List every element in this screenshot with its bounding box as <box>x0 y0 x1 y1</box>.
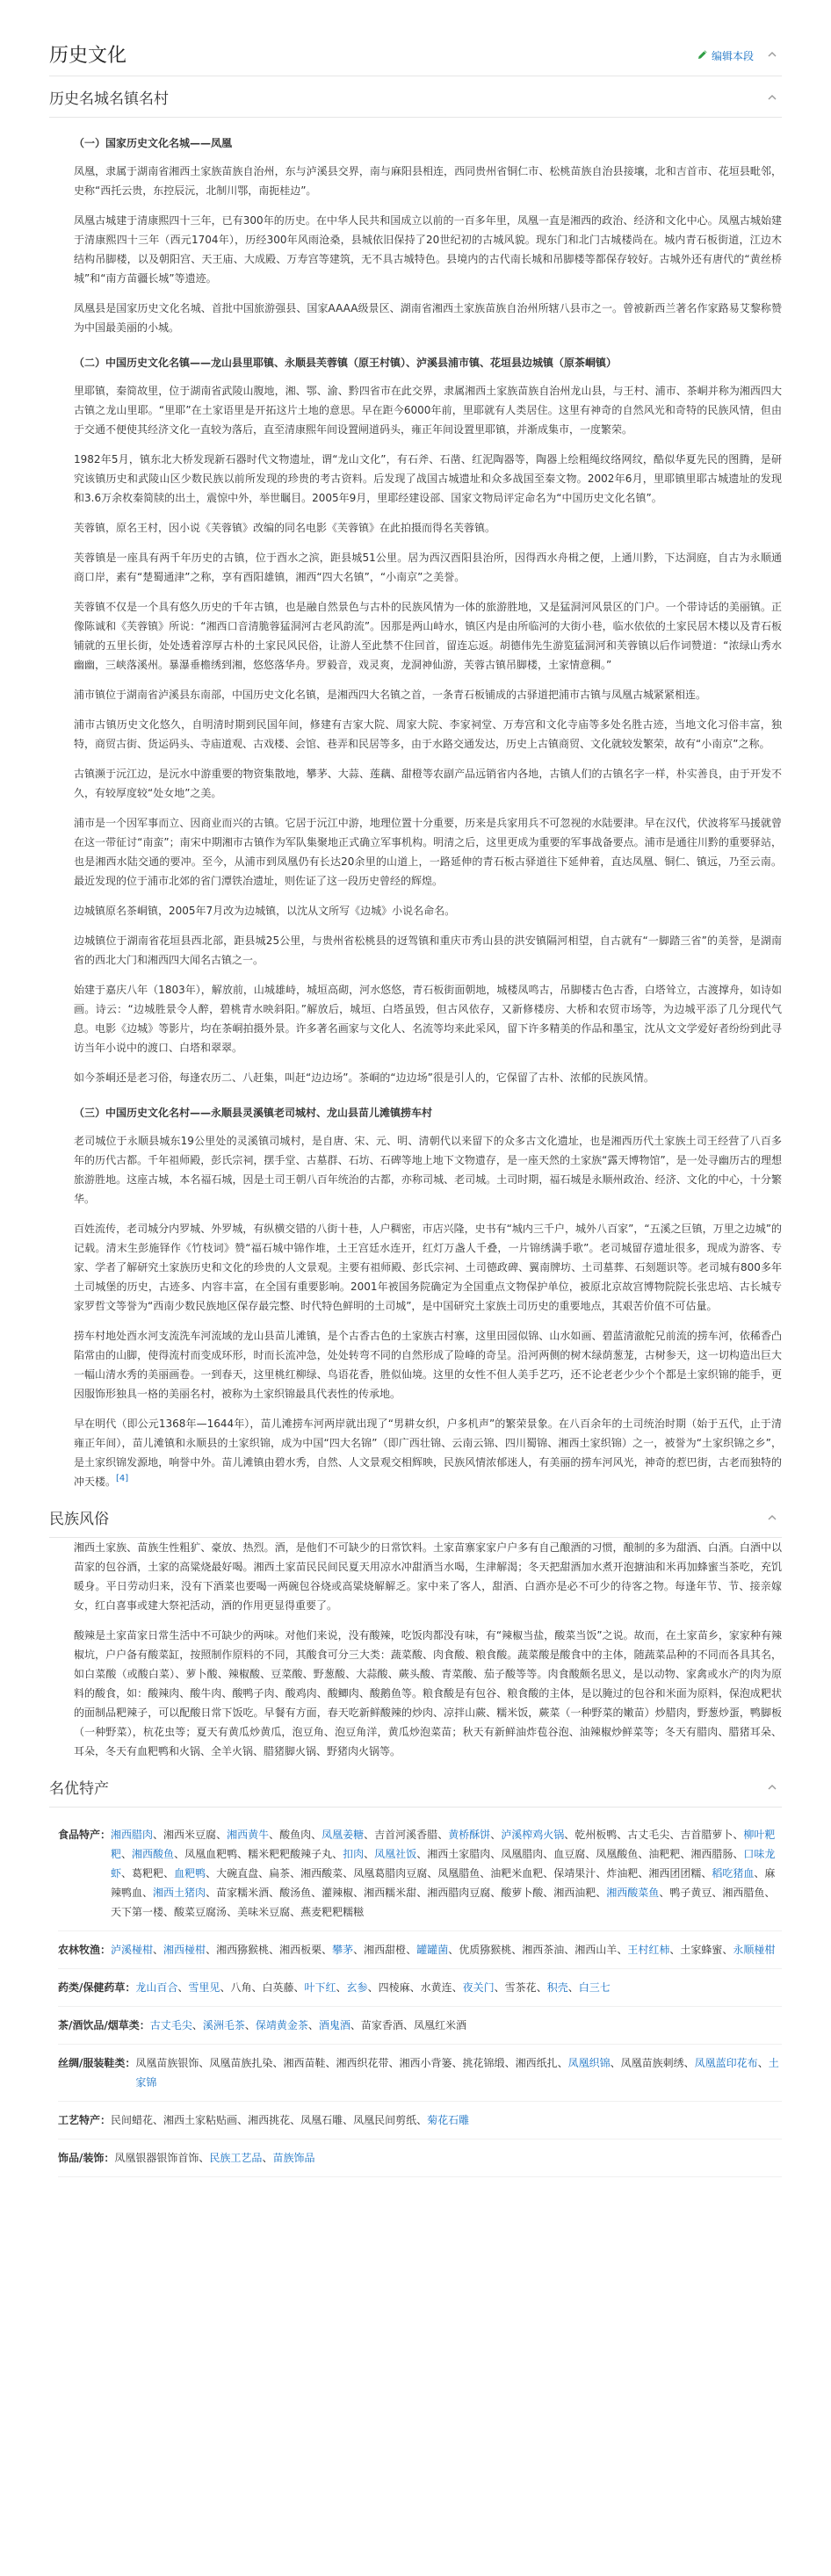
specialty-item: 优质猕猴桃 <box>459 1944 512 1956</box>
item-separator: 、 <box>206 1887 217 1899</box>
specialty-item: 八角 <box>230 1981 252 1994</box>
item-separator: 、 <box>177 1981 189 1994</box>
specialty-item: 湘西苗鞋 <box>283 2057 326 2069</box>
specialty-item: 雪茶花 <box>504 1981 537 1994</box>
specialty-link[interactable]: 凤凰蓝印花布 <box>694 2057 758 2069</box>
chevron-up-icon <box>767 1510 777 1529</box>
specialty-item: 凤凰红米酒 <box>413 2019 466 2031</box>
paragraph <box>74 715 782 754</box>
specialty-item: 湘西腊肠 <box>690 1848 733 1860</box>
section-header <box>49 82 782 118</box>
specialty-link[interactable]: 叶下红 <box>304 1981 336 1994</box>
specialty-item: 酸鱼肉 <box>279 1829 312 1841</box>
item-separator: 、 <box>543 1887 554 1899</box>
specialty-link[interactable]: 罐罐菌 <box>416 1944 449 1956</box>
specialty-item: 凤凰腊肉 <box>501 1848 544 1860</box>
specialty-item: 民间蜡花 <box>111 2114 154 2126</box>
item-separator: 、 <box>764 1887 776 1899</box>
item-separator: 、 <box>638 1848 649 1860</box>
specialty-item: 血豆腐 <box>553 1848 586 1860</box>
paragraph <box>74 518 782 538</box>
subsection-heading: （三）中国历史文化名村——永顺县灵溪镇老司城村、龙山县苗儿滩镇捞车村 <box>74 1107 433 1119</box>
chevron-up-icon <box>767 1779 777 1799</box>
specialty-item: 湘西糯米甜 <box>364 1887 417 1899</box>
section-title: 民族风俗 <box>49 1511 109 1528</box>
paragraph-text: 始建于嘉庆八年（1803年），解放前，山城雄峙，城垣高砌，河水悠悠，青石板街面朝地，城楼凤鸣古，吊脚楼古色古香，白塔耸立，古渡撑舟，如诗如画。诗云：“边城胜景令人醉，碧桃青水映斜阳。”解放后，城垣、白塔虽毁，但古风依存，又新修楼房、大桥和农贸市场等，为边城平添了几分现代气息。电影《边城》等影片，均在茶峒拍摄外景。许多著名画家与文化人、名流等均来此采风，留下许多精美的作品和墨宝，沈从文文学爱好者纷纷到此寻访当年小说中的渡口、白塔和翠翠。 <box>74 984 782 1054</box>
item-separator: 、 <box>406 1944 417 1956</box>
specialty-link[interactable]: 凤凰姜糖 <box>322 1829 365 1841</box>
collapse-toggle[interactable] <box>762 47 782 66</box>
item-separator: 、 <box>251 1981 263 1994</box>
item-separator: 、 <box>712 1887 723 1899</box>
section-body <box>49 1538 782 1761</box>
specialty-item: 吉首腊萝卜 <box>680 1829 733 1841</box>
specialty-item: 凤凰民间剪纸 <box>353 2114 417 2126</box>
chevron-up-icon <box>767 47 777 66</box>
paragraph-text: 芙蓉镇不仅是一个具有悠久历史的千年古镇，也是融自然景色与古朴的民族风情为一体的旅游胜地，又是猛洞河风景区的门户。一个带诗话的美丽镇。正像陈诚和《芙蓉镇》所说：“湘西口音清脆蓉猛洞河古老风韵流”。因那是两山峙水，镇区内是由所临河的大街小巷，临水依依的土家民居木楼以及青石板铺就的五里长街，处处透着淳厚古朴的土家民风民俗，让游人至此禁不住回首，留连忘返。胡德伟先生游览猛洞河和芙蓉镇以后作词赞道：“浓绿山秀水幽幽，三峡落溪州。暴瀑垂檐绣到湘，悠悠落华舟。罗毅音，戏灵爽，龙洞神仙游，芙蓉古镇吊脚楼，土家情意稠。” <box>74 601 782 671</box>
paragraph <box>74 1414 782 1491</box>
specialty-link[interactable]: 王村红柿 <box>627 1944 670 1956</box>
specialty-link[interactable]: 玄参 <box>346 1981 368 1994</box>
item-separator: 、 <box>121 1848 133 1860</box>
specialty-item: 凤凰石雕 <box>300 2114 343 2126</box>
specialty-item: 湘西茶油 <box>522 1944 565 1956</box>
specialty-category-label: 饰品/装饰： <box>58 2152 115 2164</box>
item-separator: 、 <box>220 1981 231 1994</box>
item-separator: 、 <box>596 1887 607 1899</box>
specialty-link[interactable]: 湘西腊肉 <box>111 1829 154 1841</box>
specialty-item: 凤凰葛腊肉豆腐 <box>353 1867 428 1880</box>
paragraph <box>74 1538 782 1615</box>
item-separator: 、 <box>350 2019 361 2031</box>
item-separator: 、 <box>290 1867 301 1880</box>
specialty-items <box>111 2111 782 2130</box>
paragraph <box>74 1626 782 1761</box>
item-separator: 、 <box>258 1867 270 1880</box>
item-separator: 、 <box>336 1981 347 1994</box>
item-separator: 、 <box>227 1906 238 1918</box>
section-title: 历史名城名镇名村 <box>49 90 169 108</box>
item-separator: 、 <box>409 1981 421 1994</box>
specialty-item: 湘西猕猴桃 <box>216 1944 270 1956</box>
paragraph-text: 老司城位于永顺县城东19公里处的灵溪镇司城村，是自唐、宋、元、明、清朝代以来留下的众多古文化遗址，也是湘西历代土家族土司王经营了八百多年的历代古都。千年祖师殿，彭氏宗祠，摆手堂、古墓群、石坊、石碑等地上地下文物遗存，是一座天然的土家族“露天博物馆”，是一处寻幽历古的理想旅游胜地。这座古城，本名福石城，因是土司王朝八百年统治的古都，亦称司城、老司城。土司时期，福石城是永顺州政治、经济、文化的中心，十分繁华。 <box>74 1135 782 1205</box>
item-separator: 、 <box>353 1887 365 1899</box>
item-separator: 、 <box>199 2152 210 2164</box>
item-separator: 、 <box>293 1981 305 1994</box>
paragraph-text: 酸辣是土家苗家日常生活中不可缺少的两味。对他们来说，没有酸辣，吃饭肉都没有味，有“辣椒当盐，酸菜当饭”之说。故而，在土家苗乡，家家种有辣椒坑，户户备有酸菜缸，按照制作原料的不同，其酸食可分三大类：蔬菜酸、肉食酸、粮食酸。蔬菜酸是酸食中的主体，随蔬菜品种的不同而各具其名，如白菜酸（或酸白菜）、萝卜酸、辣椒酸、豆菜酸、野葱酸、大蒜酸、蕨头酸、青菜酸、茄子酸等等。肉食酸颇名思义，是以动物、家禽或水产的肉为原料的酸食，如：酸辣肉、酸牛肉、酸鸭子肉、酸鸡肉、酸鲫肉、酸鹅鱼等。粮食酸是有包谷、粮食酸的主体，是以腌过的包谷和米面为原料，保泡成粑状的面制品粑辣子，可以配酸日常下饭吃。早餐有方面，春天吃新鲜酸辣的炒肉、凉拌山蕨、糯米饭，蕨菜（一种野菜的嫩苗）炒腊肉，野葱炒蛋，鸭脚板（一种野菜），杭花虫等；夏天有黄瓜炒黄瓜，泡豆角、泡豆角洋，黄瓜炒泡菜苗；秋天有新鲜油炸苞谷泡、油辣椒炒鲜菜等；冬天有腊肉、腊猪耳朵、耳朵，冬天有血粑鸭和火锅、全羊火锅、腊猪脚火锅、野猪肉火锅等。 <box>74 1629 782 1757</box>
item-separator: 、 <box>269 1887 280 1899</box>
item-separator: 、 <box>206 1944 217 1956</box>
specialty-link[interactable]: 酒鬼酒 <box>318 2019 350 2031</box>
specialty-item: 湘西米豆腐 <box>163 1829 217 1841</box>
specialty-items <box>114 2148 782 2168</box>
item-separator: 、 <box>343 1867 354 1880</box>
specialty-row <box>58 1816 782 1931</box>
specialty-item: 保靖果汁 <box>553 1867 596 1880</box>
specialty-item: 苗家香酒 <box>360 2019 403 2031</box>
edit-section-button[interactable] <box>697 47 754 66</box>
item-separator: 、 <box>191 2019 203 2031</box>
specialty-link[interactable]: 溪洲毛茶 <box>202 2019 245 2031</box>
item-separator: 、 <box>722 1944 733 1956</box>
item-separator: 、 <box>290 1906 301 1918</box>
specialty-category-label: 药类/保健药草： <box>58 1981 136 1994</box>
specialty-category-label: 丝绸/服装鞋类： <box>58 2057 136 2069</box>
specialty-item: 古丈毛尖 <box>627 1829 670 1841</box>
specialty-link[interactable]: 凤凰社饭 <box>374 1848 417 1860</box>
item-separator: 、 <box>325 2057 336 2069</box>
item-separator: 、 <box>757 2057 769 2069</box>
section-collapse-toggle[interactable] <box>762 1779 782 1799</box>
item-separator: 、 <box>585 1848 596 1860</box>
specialty-item: 湘西织花带 <box>336 2057 389 2069</box>
paragraph-text: 芙蓉镇，原名王村，因小说《芙蓉镇》改编的同名电影《芙蓉镇》在此拍摄而得名芙蓉镇。 <box>74 522 496 534</box>
paragraph <box>74 685 782 704</box>
item-separator: 、 <box>617 1829 628 1841</box>
item-separator: 、 <box>237 1848 249 1860</box>
item-separator: 、 <box>536 1981 547 1994</box>
paragraph-text: 古镇濒于沅江边，是沅水中游重要的物资集散地，攀茅、大蒜、莲藕、甜橙等农副产品远销省内各地，古镇人们的古镇名字一样，朴实善良，由于开发不久，有较厚度较“处女地”之美。 <box>74 768 782 799</box>
specialty-link[interactable]: 湘西酸鱼 <box>132 1848 175 1860</box>
specialty-link[interactable]: 黄桥酥饼 <box>448 1829 491 1841</box>
item-separator: 、 <box>269 1944 280 1956</box>
item-separator: 、 <box>480 1867 491 1880</box>
paragraph-text: 浦市镇位于湖南省泸溪县东南部，中国历史文化名镇，是湘西四大名镇之首，一条青石板铺成的古驿道把浦市古镇与凤凰古城紧紧相连。 <box>74 689 707 701</box>
specialty-item: 凤凰苗族扎染 <box>209 2057 273 2069</box>
paragraph-text: 1982年5月，镇东北大桥发现新石器时代文物遗址，谓“龙山文化”，有石斧、石凿、红泥陶器等，陶器上绘粗绳纹络网纹，酷似华夏先民的图腾，是研究该镇历史和武陵山区少数民族以前所发现的珍贵的考古资料。后发现了战国古城遗址和众多战国至秦文物。2002年6月，里耶镇里耶古城遗址的发现和3.6万余枚秦简牍的出土，震惊中外，举世瞩目。2005年9月，里耶经建设部、国家文物局评定命名为“中国历史文化名镇”。 <box>74 453 782 504</box>
section-collapse-toggle[interactable] <box>762 1510 782 1529</box>
item-separator: 、 <box>659 1887 670 1899</box>
specialty-link[interactable]: 保靖黄金茶 <box>255 2019 308 2031</box>
item-separator: 、 <box>610 2057 621 2069</box>
specialty-item: 凤凰酸鱼 <box>596 1848 639 1860</box>
specialty-link[interactable]: 血粑鸭 <box>174 1867 206 1880</box>
specialty-item: 四棱麻 <box>378 1981 410 1994</box>
item-separator: 、 <box>199 2057 210 2069</box>
specialty-item: 凤凰苗族刺绣 <box>620 2057 684 2069</box>
item-separator: 、 <box>364 1829 375 1841</box>
specialty-link[interactable]: 土家锦 <box>135 2057 779 2089</box>
section-collapse-toggle[interactable] <box>762 90 782 109</box>
item-separator: 、 <box>416 2114 428 2126</box>
specialty-items <box>150 2016 782 2035</box>
specialty-item: 湘西山羊 <box>574 1944 618 1956</box>
specialty-item: 油粑米血粑 <box>490 1867 544 1880</box>
specialty-link[interactable]: 攀茅 <box>332 1944 354 1956</box>
specialty-items <box>135 1978 782 1997</box>
specialty-item: 白英藤 <box>262 1981 294 1994</box>
item-separator: 、 <box>564 1944 575 1956</box>
item-separator: 、 <box>364 1848 375 1860</box>
item-separator: 、 <box>153 1944 164 1956</box>
item-separator: 、 <box>142 1887 154 1899</box>
item-separator: 、 <box>216 1829 228 1841</box>
specialty-item: 水黄连 <box>420 1981 452 1994</box>
specialty-items <box>135 2053 782 2092</box>
item-separator: 、 <box>448 1944 459 1956</box>
paragraph <box>74 1131 782 1209</box>
subsection-heading: （二）中国历史文化名镇——龙山县里耶镇、永顺县芙蓉镇（原王村镇）、泸溪县浦市镇、花垣县边城镇（原茶峒镇） <box>74 357 618 369</box>
item-separator: 、 <box>504 2057 516 2069</box>
specialty-link[interactable]: 柳叶粑粑 <box>111 1829 776 1860</box>
specialty-item: 湘西小背篓 <box>399 2057 452 2069</box>
specialty-row <box>58 2139 782 2177</box>
item-separator: 、 <box>237 2114 249 2126</box>
paragraph <box>74 1326 782 1403</box>
specialty-item: 湘西甜橙 <box>364 1944 407 1956</box>
specialty-link[interactable]: 口味龙虾 <box>111 1848 776 1880</box>
item-separator: 、 <box>617 1944 628 1956</box>
item-separator: 、 <box>163 1867 175 1880</box>
item-separator: 、 <box>269 1829 280 1841</box>
specialty-item: 炸油粑 <box>606 1867 639 1880</box>
item-separator: 、 <box>307 2019 319 2031</box>
specialty-item: 湘西土家腊肉 <box>427 1848 491 1860</box>
specialty-link[interactable]: 苗族饰品 <box>272 2152 315 2164</box>
specialty-item: 凤凰腊鱼 <box>437 1867 481 1880</box>
item-separator: 、 <box>564 1829 575 1841</box>
paragraph <box>74 450 782 508</box>
item-separator: 、 <box>733 1848 744 1860</box>
specialty-item: 酸菜豆腐汤 <box>174 1906 228 1918</box>
specialty-link[interactable]: 泸溪椪柑 <box>111 1944 154 1956</box>
specialty-row <box>58 2045 782 2102</box>
item-separator: 、 <box>754 1867 765 1880</box>
specialty-link[interactable]: 扣肉 <box>343 1848 365 1860</box>
item-separator: 、 <box>511 1944 523 1956</box>
section-header <box>49 1502 782 1538</box>
specialty-link[interactable]: 龙山百合 <box>135 1981 178 1994</box>
paragraph-text: 里耶镇，秦简故里，位于湖南省武陵山腹地，湘、鄂、渝、黔四省市在此交界，隶属湘西土家族苗族自治州龙山县，与王村、浦市、茶峒并称为湘西四大古镇之龙山里耶。“里耶”在土家语里是开拓这片土地的意思。早在距今6000年前，里耶就有人类居住。这里有神奇的自然风光和奇特的民族风情，但由于交通不便使其经济文化一直较为落后，直至清康熙年间设置闸道码头，雍正年间设置里耶镇，并渐成集市，一度繁荣。 <box>74 385 782 436</box>
paragraph <box>74 162 782 200</box>
specialty-link[interactable]: 永顺椪柑 <box>733 1944 776 1956</box>
specialty-link[interactable]: 泸溪榨鸡火锅 <box>501 1829 565 1841</box>
pencil-icon <box>697 47 708 66</box>
specialty-link[interactable]: 湘西土猪肉 <box>153 1887 206 1899</box>
specialty-item: 湘西挑花 <box>248 2114 291 2126</box>
paragraph <box>74 980 782 1057</box>
specialty-row <box>58 2102 782 2139</box>
paragraph <box>74 764 782 803</box>
specialty-row <box>58 2007 782 2045</box>
paragraph-text: 边城镇位于湖南省花垣县西北部，距县城25公里，与贵州省松桃县的迓驾镇和重庆市秀山县的洪安镇隔河相望，自古就有“一脚踏三省”的美誉，是湖南省的西北大门和湘西四大闻名古镇之一。 <box>74 934 782 966</box>
specialty-item: 凤凰银器银饰首饰 <box>114 2152 199 2164</box>
item-separator: 、 <box>543 1848 554 1860</box>
page-header <box>49 42 782 76</box>
paragraph-text: 凤凰古城建于清康熙四十三年，已有300年的历史。在中华人民共和国成立以前的一百多年里，凤凰一直是湘西的政治、经济和文化中心。凤凰古城始建于清康熙四十三年（西元1704年），历经300年风雨沧桑，县城依旧保持了20世纪初的古城风貌。现东门和北门古城楼尚在。城内青石板街道，江边木结构吊脚楼，以及朝阳宫、天王庙、大成殿、万寿宫等建筑，无不具古城特色。县境内的古代南长城和吊脚楼等都保存较好。古城外还有唐代的“黄丝桥城”和“南方苗疆长城”等遗迹。 <box>74 214 782 285</box>
specialty-link[interactable]: 夜关门 <box>462 1981 495 1994</box>
specialty-link[interactable]: 白三七 <box>578 1981 611 1994</box>
paragraph-text: 浦市是一个因军事而立、因商业而兴的古镇。它居于沅江中游，地理位置十分重要，历来是兵家用兵不可忽视的水陆要津。早在汉代，伏波将军马援就曾在这一带征讨“南蛮”；南宋中期湘市古镇作为军队集聚地正式确立军事机构。明清之后，这里更成为重要的军事战备要点。浦市是通往川黔的重要驿站，也是湘西水陆交通的要冲。至今，从浦市到凤凰仍有长达20余里的山道上，一路延伸的青石板古驿道往下延伸着，直达凤凰、铜仁、镇远，乃至云南。最近发现的位于浦市北郊的省门潭铁冶遗址，则佐证了这一段历史曾经的辉煌。 <box>74 817 782 887</box>
specialty-link[interactable]: 凤凰织锦 <box>567 2057 611 2069</box>
item-separator: 、 <box>733 1829 744 1841</box>
specialty-link[interactable]: 湘西黄牛 <box>227 1829 270 1841</box>
item-separator: 、 <box>153 2114 164 2126</box>
specialty-link[interactable]: 积壳 <box>546 1981 568 1994</box>
paragraph <box>74 931 782 970</box>
item-separator: 、 <box>427 1867 438 1880</box>
item-separator: 、 <box>388 2057 400 2069</box>
specialty-category-label: 农林牧渔： <box>58 1944 112 1956</box>
specialty-category-label: 食品特产： <box>58 1829 112 1841</box>
specialty-category-label: 茶/酒饮品/烟草类： <box>58 2019 150 2031</box>
paragraph-text: 凤凰，隶属于湖南省湘西土家族苗族自治州，东与泸溪县交界，南与麻阳县相连，西同贵州省铜仁市、松桃苗族自治县接壤，北和吉首市、花垣县毗邻，史称“西托云贵，东控辰沅，北制川鄂，南扼桂边”。 <box>74 165 782 197</box>
item-separator: 、 <box>163 1906 175 1918</box>
chevron-up-icon <box>767 90 777 109</box>
section-header <box>49 1771 782 1808</box>
specialty-item: 湘西板栗 <box>279 1944 322 1956</box>
specialty-item: 湘西腊鱼 <box>722 1887 765 1899</box>
specialty-item: 天下第一楼 <box>111 1906 164 1918</box>
specialty-link[interactable]: 雪里见 <box>188 1981 220 1994</box>
specialty-link[interactable]: 稻吃猪血 <box>712 1867 755 1880</box>
section-title: 名优特产 <box>49 1780 109 1798</box>
item-separator: 、 <box>683 2057 695 2069</box>
item-separator: 、 <box>494 1981 505 1994</box>
specialty-item: 灌辣椒 <box>322 1887 354 1899</box>
item-separator: 、 <box>121 1867 133 1880</box>
specialty-items <box>111 1940 782 1959</box>
specialty-item: 乾州板鸭 <box>574 1829 618 1841</box>
specialty-item: 油粑粑 <box>648 1848 681 1860</box>
specialty-item: 湘西腊肉豆腐 <box>427 1887 491 1899</box>
item-separator: 、 <box>416 1887 428 1899</box>
item-separator: 、 <box>174 1848 185 1860</box>
specialty-item: 大碗直盘 <box>216 1867 259 1880</box>
item-separator: 、 <box>244 2019 256 2031</box>
specialty-item: 麻辣鸭血 <box>111 1867 776 1899</box>
specialty-item: 鸭子黄豆 <box>669 1887 712 1899</box>
item-separator: 、 <box>272 2057 284 2069</box>
specialty-items <box>111 1825 782 1922</box>
item-separator: 、 <box>680 1848 691 1860</box>
paragraph-text: 如今茶峒还是老习俗，每逢农历二、八赶集，叫赶“边边场”。茶峒的“边边场”很是引人的，它保留了古朴、浓郁的民族风情。 <box>74 1072 654 1084</box>
specialty-row <box>58 1969 782 2007</box>
item-separator: 、 <box>153 1829 164 1841</box>
specialty-item: 葛粑粑 <box>132 1867 164 1880</box>
paragraph <box>74 813 782 891</box>
paragraph <box>74 299 782 337</box>
specialty-item: 糯米粑粑酸辣子丸 <box>248 1848 333 1860</box>
specialty-item: 吉首河溪香腊 <box>374 1829 438 1841</box>
specialty-list <box>49 1816 782 2177</box>
item-separator: 、 <box>669 1944 681 1956</box>
item-separator: 、 <box>701 1867 712 1880</box>
item-separator: 、 <box>290 2114 301 2126</box>
item-separator: 、 <box>490 1887 502 1899</box>
paragraph <box>74 901 782 920</box>
paragraph-text: 湘西土家族、苗族生性粗犷、豪放、热烈。酒，是他们不可缺少的日常饮料。土家苗寨家家户户多有自己酿酒的习惯，酿制的多为甜酒、白酒。白酒中以苗家的包谷酒，土家的高粱烧最好喝。湘西土家苗民民间民夏天用凉水冲甜酒当水喝，生津解渴；冬天把甜酒加水煮开泡搪油和米再加蜂蜜当茶吃，充饥暖身。平日劳动归来，没有下酒菜也要喝一两碗包谷烧或高粱烧解解乏。家中来了客人，甜酒、白酒亦是必不可少的待客之物。每逢年节、节、接亲嫁女，红白喜事或建大祭祀活动，酒的作用更显得重要了。 <box>74 1541 782 1612</box>
specialty-item: 苗家糯米酒 <box>216 1887 270 1899</box>
subsection-heading: （一）国家历史文化名城——凤凰 <box>74 137 233 149</box>
section-body <box>49 133 782 1491</box>
edit-section-label: 编辑本段 <box>711 50 754 62</box>
item-separator: 、 <box>262 2152 273 2164</box>
paragraph-text: 浦市古镇历史文化悠久，自明清时期到民国年间，修建有吉家大院、周家大院、李家祠堂、万寿宫和文化寺庙等多处名胜古迹，当地文化习俗丰富，独特，商贸古街、货运码头、寺庙道观、古戏楼、会馆、巷弄和民居等多，由于水路交通发达，历史上古镇商贸、文化就较发繁荣，故有“小南京”之称。 <box>74 718 782 750</box>
specialty-item: 凤凰苗族银饰 <box>135 2057 199 2069</box>
paragraph <box>74 1068 782 1087</box>
paragraph <box>74 548 782 587</box>
item-separator: 、 <box>490 1848 502 1860</box>
specialty-link[interactable]: 湘西酸菜鱼 <box>606 1887 660 1899</box>
paragraph <box>74 381 782 439</box>
citation-link[interactable]: [4] <box>116 1474 129 1483</box>
specialty-item: 土家蜂蜜 <box>680 1944 723 1956</box>
paragraph-text: 早在明代（即公元1368年—1644年），苗儿滩捞车河两岸就出现了“男耕女织，户多机声”的繁荣景象。在八百余年的土司统治时期（始于五代，止于清雍正年间），苗儿滩镇和永顺县的土家织锦，成为中国“四大名锦”（即广西壮锦、云南云锦、四川蜀锦、湘西土家织锦）之一，被誉为“土家织锦之乡”，是土家织锦发源地，响誉中外。苗儿滩镇由碧水秀，自然、人文景观交相辉映，民族风情浓郁迷人，有美丽的捞车河风光，神奇的惹巴街，古老而独特的冲天楼。 <box>74 1418 782 1488</box>
specialty-item: 挑花锦缎 <box>462 2057 505 2069</box>
page-title: 历史文化 <box>49 45 127 67</box>
specialty-item: 湘西土家粘贴画 <box>163 2114 238 2126</box>
item-separator: 、 <box>638 1867 649 1880</box>
item-separator: 、 <box>402 2019 414 2031</box>
item-separator: 、 <box>543 1867 554 1880</box>
specialty-row <box>58 1931 782 1969</box>
item-separator: 、 <box>343 2114 354 2126</box>
paragraph <box>74 1219 782 1316</box>
item-separator: 、 <box>437 1829 449 1841</box>
item-separator: 、 <box>490 1829 502 1841</box>
item-separator: 、 <box>322 1944 333 1956</box>
item-separator: 、 <box>557 2057 568 2069</box>
item-separator: 、 <box>567 1981 579 1994</box>
specialty-link[interactable]: 菊花石雕 <box>427 2114 470 2126</box>
item-separator: 、 <box>669 1829 681 1841</box>
specialty-item: 扁茶 <box>269 1867 291 1880</box>
specialty-item: 湘西油粑 <box>553 1887 596 1899</box>
specialty-item: 酸萝卜酸 <box>501 1887 544 1899</box>
item-separator: 、 <box>311 1887 322 1899</box>
paragraph-text: 芙蓉镇是一座具有两千年历史的古镇，位于酉水之滨，距县城51公里。居为西汉酉阳县治所，因得西水舟楫之便，上通川黔，下达洞庭，自古为永顺通商口岸，素有“楚蜀通津”之称，享有酉阳雄镇，湘西“四大名镇”，“小南京”之美誉。 <box>74 552 782 583</box>
specialty-link[interactable]: 湘西椪柑 <box>163 1944 206 1956</box>
specialty-item: 美味米豆腐 <box>237 1906 291 1918</box>
specialty-link[interactable]: 古丈毛尖 <box>149 2019 192 2031</box>
paragraph-text: 凤凰县是国家历史文化名城、首批中国旅游强县、国家AAAA级景区、湖南省湘西土家族苗族自治州所辖八县市之一。曾被新西兰著名作家路易艾黎称赞为中国最美丽的小城。 <box>74 302 782 334</box>
specialty-link[interactable]: 民族工艺品 <box>209 2152 263 2164</box>
paragraph-text: 百姓流传，老司城分内罗城、外罗城，有纵横交错的八街十巷，人户稠密，市店兴隆，史书有“城内三千户，城外八百家”，“五溪之巨镇，万里之边城”的记载。清末生彭施铎作《竹枝词》赞“福石城中锦作堆，土王宫廷水连开，红灯万盏人千叠，一片锦绣满手歌”。老司城留存遗址很多，现成为游客、专家、学者了解研究土家族历史和文化的珍贵的人文景观。主要有祖师殿、彭氏宗祠、土司德政碑、翼南牌坊、土司墓葬、石刻题识等。老司城有800多年土司城堡的历史，古迹多、内容丰富，在全国有重要影响。2001年被国务院确定为全国重点文物保护单位，被原北京故宫博物院院长张忠培、古长城专家罗哲文等誉为“西南少数民族地区保存最完整、时代特色鲜明的土司城”，是中国研究土家族土司历史的重要地点，其艰苦价值不可估量。 <box>74 1223 782 1312</box>
paragraph <box>74 211 782 288</box>
item-separator: 、 <box>452 2057 463 2069</box>
specialty-item: 湘西酸菜 <box>300 1867 343 1880</box>
item-separator: 、 <box>353 1944 365 1956</box>
paragraph-text: 边城镇原名茶峒镇，2005年7月改为边城镇，以沈从文所写《边城》小说名命名。 <box>74 905 456 917</box>
specialty-item: 湘西团团糯 <box>648 1867 702 1880</box>
sections-container <box>49 82 782 2177</box>
specialty-item: 酸汤鱼 <box>279 1887 312 1899</box>
item-separator: 、 <box>452 1981 463 1994</box>
paragraph <box>74 597 782 675</box>
item-separator: 、 <box>596 1867 607 1880</box>
specialty-category-label: 工艺特产： <box>58 2114 112 2126</box>
item-separator: 、 <box>206 1867 217 1880</box>
specialty-item: 燕麦粑粑糯糍 <box>300 1906 365 1918</box>
header-tools <box>697 47 782 66</box>
item-separator: 、 <box>332 1848 343 1860</box>
specialty-item: 湘西纸扎 <box>515 2057 558 2069</box>
specialty-item: 凤凰血粑鸭 <box>184 1848 238 1860</box>
item-separator: 、 <box>416 1848 428 1860</box>
item-separator: 、 <box>311 1829 322 1841</box>
item-separator: 、 <box>367 1981 379 1994</box>
paragraph-text: 捞车村地处酉水河支流洗车河流域的龙山县苗儿滩镇，是个古香古色的土家族古村寨，这里田园似锦、山水如画、碧蓝清澈舵兄前流的捞车河，依稀香凸陷常由的山脚，使得流村而变成环形，时而长流冲急，处处转弯不同的自然形成了险峰的奇呈。沿河两侧的树木绿荫葱茏，古树参天，这一切构造出巨大一幅山清水秀的美丽画卷。一到春天，这里桃红柳绿、鸟语花香，胜似仙境。这里的女性不但人美手艺巧，还不论老老少少个个都是土家织锦的能手，更因服饰形独具一格的美丽名村，被称为土家织锦最具代表性的传承地。 <box>74 1330 782 1400</box>
